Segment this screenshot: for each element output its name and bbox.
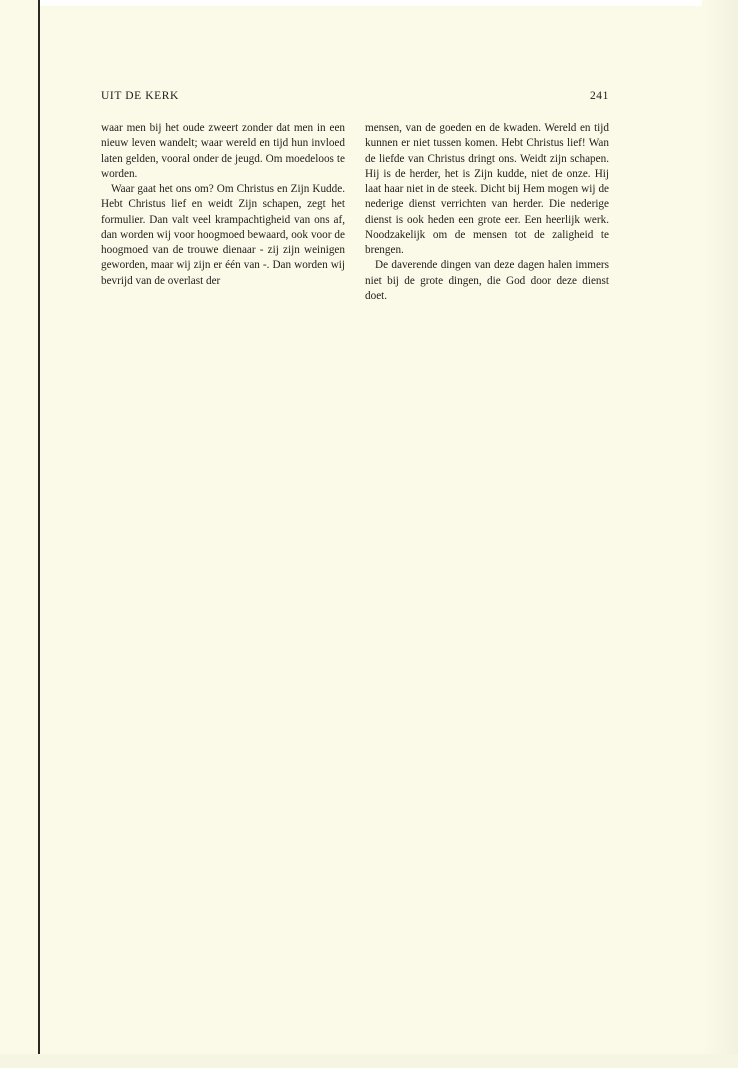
right-paragraph-2: De daverende dingen van deze dagen halen immers niet bij de grote dingen, die God door deze dienst doet. (365, 259, 609, 302)
left-paragraph-1: waar men bij het oude zweert zonder dat men in een nieuw leven wandelt; waar wereld en tijd hun invloed laten gelden, vooral onder de jeugd. Om moedeloos te worden. (101, 122, 345, 180)
left-paragraph-2: Waar gaat het ons om? Om Christus en Zijn Kudde. Hebt Christus lief en weidt Zijn schapen, zegt het formulier. Dan valt veel krampachtigheid van ons af, dan worden wij voor hoogmoed bewaard, ook voor de hoogmoed van de trouwe dienaar - zij zijn weinigen geworden, maar wij zijn er één van -. Dan worden wij bevrijd van de overlast der (101, 183, 345, 287)
page-bottom-margin (0, 1054, 738, 1068)
page-number: 241 (589, 90, 609, 102)
page-top-margin (38, 0, 738, 6)
page-right-shadow (702, 0, 738, 1068)
running-head (101, 90, 609, 106)
left-column (101, 121, 345, 289)
page-left-edge-line (38, 0, 40, 1068)
right-column (365, 121, 609, 304)
right-paragraph-1: mensen, van de goeden en de kwaden. Wereld en tijd kunnen er niet tussen komen. Hebt Christus lief! Wan de liefde van Christus dringt ons. Weidt zijn schapen. Hij is de herder, het is Zijn kudde, niet de onze. Hij laat haar niet in de steek. Dicht bij Hem mogen wij de nederige dienst verrichten van herder. Die nederige dienst is ook heden een grote eer. Een heerlijk werk. Noodzakelijk om de mensen tot de zaligheid te brengen. (365, 122, 609, 256)
running-head-title: UIT DE KERK (101, 90, 179, 102)
